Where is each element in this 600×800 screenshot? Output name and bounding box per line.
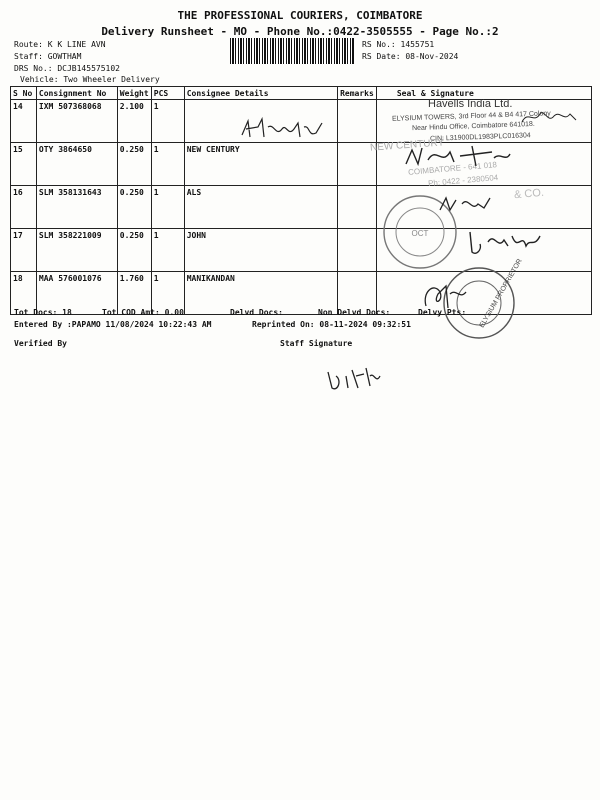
row-consignee: JOHN	[184, 229, 337, 272]
stamp-signature-icon	[520, 106, 580, 128]
row-weight: 2.100	[117, 100, 151, 143]
john-signature-icon	[464, 226, 544, 258]
row-weight: 1.760	[117, 272, 151, 315]
manikandan-signature-icon	[420, 278, 470, 312]
col-header-seal: Seal & Signature	[376, 87, 591, 100]
ghost-stamp-text: COIMBATORE - 641 018	[407, 160, 498, 177]
rs-date: RS Date: 08-Nov-2024	[362, 52, 459, 61]
row-sno: 14	[11, 100, 37, 143]
staff: Staff: GOWTHAM	[14, 52, 82, 61]
row-consignee: ALS	[184, 186, 337, 229]
total-cod-amount: Tot COD Amt: 0.00	[102, 308, 184, 317]
row-consignment: OTY 3864650	[36, 143, 117, 186]
col-header-weight: Weight	[117, 87, 151, 100]
row-weight: 0.250	[117, 229, 151, 272]
col-header-consignee: Consignee Details	[184, 87, 337, 100]
row-consignee: NEW CENTURY	[184, 143, 337, 186]
stamp-company-name: Havells India Ltd.	[428, 98, 513, 110]
delivery-points: Delvy Pts:	[418, 308, 467, 317]
ghost-stamp-text: NEW CENTURY	[369, 137, 445, 154]
row-pcs: 1	[151, 186, 184, 229]
row-sno: 15	[11, 143, 37, 186]
row-pcs: 1	[151, 272, 184, 315]
round-seal-text: ELYSIUM PROPRIETOR	[478, 257, 524, 330]
reprinted-on: Reprinted On: 08-11-2024 09:32:51	[252, 320, 411, 329]
row-pcs: 1	[151, 229, 184, 272]
col-header-remarks: Remarks	[338, 87, 377, 100]
stamp-cin: CIN: L31900DL1983PLC016304	[429, 132, 531, 143]
route: Route: K K LINE AVN	[14, 40, 106, 49]
table-row	[11, 186, 592, 229]
row-pcs: 1	[151, 143, 184, 186]
row-remarks	[338, 186, 377, 229]
drs-number: DRS No.: DCJB145575102	[14, 64, 120, 73]
row-remarks	[338, 100, 377, 143]
verified-by-label: Verified By	[14, 339, 67, 348]
col-header-consignment: Consignment No	[36, 87, 117, 100]
col-header-pcs: PCS	[151, 87, 184, 100]
row-weight: 0.250	[117, 143, 151, 186]
total-docs: Tot Docs: 18	[14, 308, 72, 317]
svg-text:OCT: OCT	[411, 229, 429, 238]
row-consignment: MAA 576001076	[36, 272, 117, 315]
row-sno: 17	[11, 229, 37, 272]
ghost-stamp-text: Ph: 0422 - 2380504	[427, 172, 499, 189]
row-consignment: IXM 507368068	[36, 100, 117, 143]
entered-by: Entered By :PAPAMO 11/08/2024 10:22:43 AM	[14, 320, 212, 329]
company-title: THE PROFESSIONAL COURIERS, COIMBATORE	[177, 9, 423, 22]
ghost-stamp-text: & CO.	[513, 186, 545, 202]
vehicle: Vehicle: Two Wheeler Delivery	[20, 75, 160, 84]
row-consignment: SLM 358221009	[36, 229, 117, 272]
row-remarks	[338, 229, 377, 272]
runsheet-subtitle: Delivery Runsheet - MO - Phone No.:0422-3505555 - Page No.:2	[101, 25, 499, 38]
col-header-sno: S No	[11, 87, 37, 100]
non-delivered-docs: Non Delvd Docs:	[318, 308, 391, 317]
consignee-signature-icon	[238, 115, 328, 145]
staff-signature-label: Staff Signature	[280, 339, 353, 348]
rs-number: RS No.: 1455751	[362, 40, 435, 49]
row-sno: 18	[11, 272, 37, 315]
row-consignee: MANIKANDAN	[184, 272, 337, 315]
delivered-docs: Delvd Docs:	[230, 308, 283, 317]
row-sno: 16	[11, 186, 37, 229]
new-century-signature-icon	[402, 142, 512, 170]
row-pcs: 1	[151, 100, 184, 143]
barcode	[230, 38, 354, 64]
row-weight: 0.250	[117, 186, 151, 229]
als-signature-icon	[436, 192, 496, 216]
stamp-address-line: ELYSIUM TOWERS, 3rd Floor 44 & B4 417 Colony	[391, 110, 551, 123]
staff-signature-icon	[324, 362, 384, 396]
row-consignment: SLM 358131643	[36, 186, 117, 229]
stamp-address-line: Near Hindu Office, Coimbatore 641018.	[411, 120, 535, 133]
